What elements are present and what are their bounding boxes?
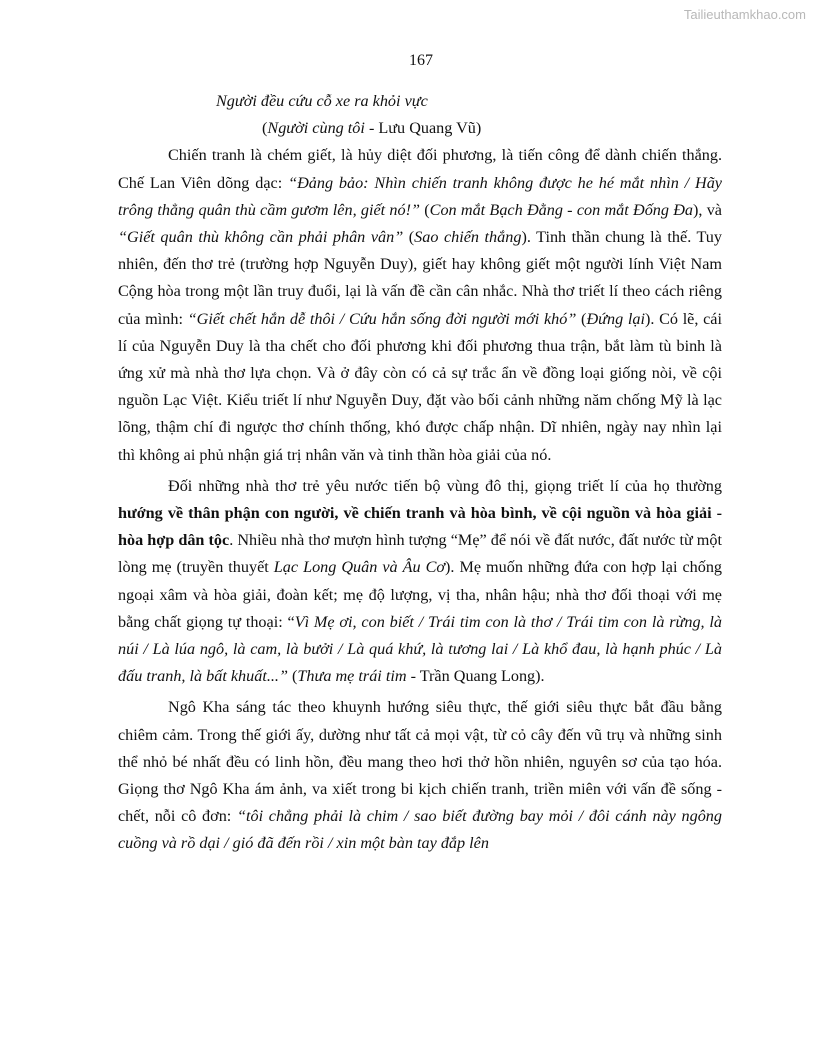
source-title: Người cùng tôi <box>267 119 365 138</box>
quote-run: “tôi chẳng phải là chim / sao biết đường bay mỏi / đôi cánh này ngông cuồng và rồ dại / gió đã đến rồi / xin một bàn tay đắp lên <box>118 807 722 853</box>
text-run: - Trần Quang Long). <box>406 667 545 686</box>
text-run: ). Tinh thần chung là thế. Tuy nhiên, đến thơ trẻ (trường hợp Nguyễn Duy), giết hay không giết một người lính Việt Nam Cộng hòa trong một lần truy đuổi, lại là vấn đề cần cân nhắc. Nhà thơ triết lí theo cách riêng của mình: <box>118 228 722 328</box>
title-run: Thưa mẹ trái tim <box>297 667 407 686</box>
paragraph-2 <box>118 473 722 691</box>
text-run: ), và <box>693 200 722 219</box>
page-number: 167 <box>409 52 433 69</box>
title-run: Đứng lại <box>586 309 645 328</box>
quote-run: “Giết chết hắn dễ thôi / Cứu hắn sống đời người mới khó” <box>187 309 577 328</box>
quote-run: Vì Mẹ ơi, con biết / Trái tim con là thơ / Trái tim con là rừng, là núi / Là lúa ngô, là cam, là bưởi / Là quá khứ, là tương lai / Là khổ đau, là hạnh phúc / Là đấu tranh, là bất khuất...” <box>118 612 722 686</box>
watermark: Tailieuthamkhao.com <box>683 7 806 22</box>
text-run: ). Mẹ muốn những đứa con hợp lại chống ngoại xâm và hòa giải, đoàn kết; mẹ độ lượng, vị tha, nhân hậu; nhà thơ đối thoại với mẹ bằng chất giọng tự thoại: “ <box>118 558 723 631</box>
verse-quote <box>118 88 722 142</box>
verse-line: Người đều cứu cỗ xe ra khỏi vực <box>216 92 428 110</box>
text-run: ( <box>287 667 298 686</box>
text-run: Chiến tranh là chém giết, là hủy diệt đối phương, là tiến công để dành chiến thắng. Chế Lan Viên dõng dạc: <box>118 146 722 192</box>
verse-source <box>118 115 722 142</box>
text-run: Ngô Kha sáng tác theo khuynh hướng siêu thực, thế giới siêu thực bắt đầu bằng chiêm cảm. Trong thế giới ấy, dường như tất cả mọi vật, từ cỏ cây đến vũ trụ và những sinh thể nhỏ bé nhất đều có linh hồn, đều mang theo hơi thở hồn nhiên, nguyên sơ của tạo hóa. Giọng thơ Ngô Kha ám ảnh, va xiết trong bi kịch chiến tranh, triền miên với vấn đề sống - chết, nỗi cô đơn: <box>118 698 722 826</box>
source-open: ( <box>262 119 268 138</box>
paragraph-1 <box>118 142 722 468</box>
paragraph-3 <box>118 694 722 857</box>
bold-run: hướng về thân phận con người, về chiến tranh và hòa bình, về cội nguồn và hòa giải - hòa hợp dân tộc <box>118 504 722 550</box>
text-run: ( <box>403 228 415 247</box>
title-run: Lạc Long Quân và Âu Cơ <box>273 558 446 577</box>
text-run: ( <box>576 309 587 328</box>
text-run: . Nhiều nhà thơ mượn hình tượng “Mẹ” để nói về đất nước, đất nước từ một lòng mẹ (truyền thuyết <box>118 531 722 577</box>
quote-run: “Giết quân thù không cần phải phân vân” <box>118 228 404 247</box>
text-run: ). Có lẽ, cái lí của Nguyễn Duy là tha chết cho đối phương khi đối phương thua trận, bắt làm tù binh là ứng xử mà nhà thơ lựa chọn. Và ở đây còn có cả sự trắc ẩn về đồng loại giống nòi, về cội nguồn Lạc Việt. Kiểu triết lí như Nguyễn Duy, đặt vào bối cảnh những năm chống Mỹ là lạc lõng, thậm chí đi ngược thơ chính thống, khó được chấp nhận. Dĩ nhiên, ngày nay nhìn lại thì không ai phủ nhận giá trị nhân văn và tinh thần hòa giải của nó. <box>118 309 722 464</box>
title-run: Con mắt Bạch Đằng - con mắt Đống Đa <box>429 200 694 219</box>
text-run: ( <box>419 200 430 219</box>
source-author: - Lưu Quang Vũ) <box>364 119 482 138</box>
document-body <box>118 88 722 858</box>
text-run: Đối những nhà thơ trẻ yêu nước tiến bộ vùng đô thị, giọng triết lí của họ thường <box>168 476 722 495</box>
quote-run: “Đảng bảo: Nhìn chiến tranh không được he hé mắt nhìn / Hãy trông thẳng quân thù cầm gươm lên, giết nó!” <box>118 173 722 219</box>
title-run: Sao chiến thắng <box>414 228 522 247</box>
